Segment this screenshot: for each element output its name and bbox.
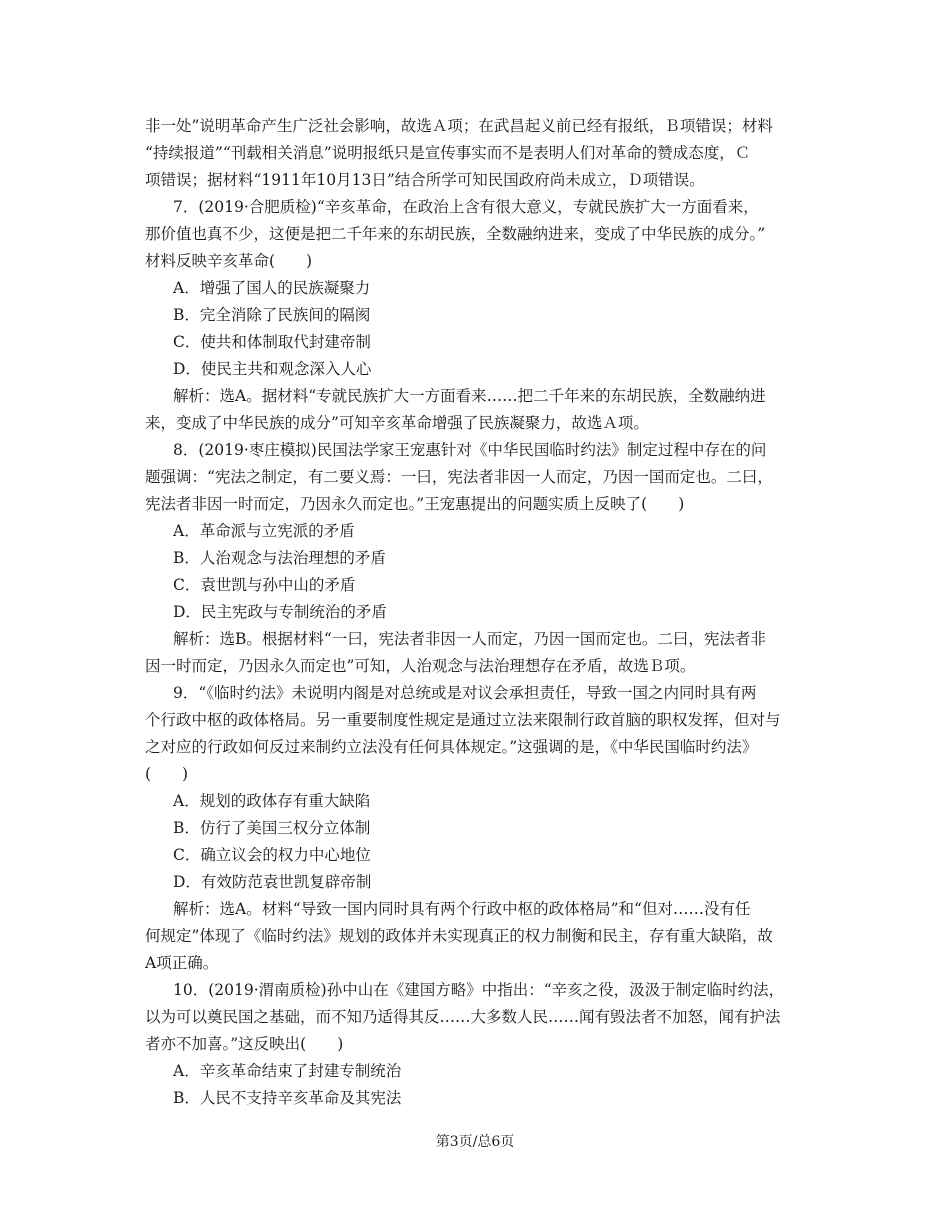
text-line: A．增强了国人的民族凝聚力 (173, 279, 371, 297)
text-line: 因一时而定，乃因永久而定也”可知，人治观念与法治理想存在矛盾，故选Ｂ项。 (145, 657, 696, 675)
text-line: D．使民主共和观念深入人心 (173, 360, 372, 378)
text-line: A．辛亥革命结束了封建专制统治 (173, 1062, 402, 1080)
text-line: 解析：选A。据材料“专就民族扩大一方面看来……把二千年来的东胡民族，全数融纳进 (173, 387, 766, 405)
text-line: B．人民不支持辛亥革命及其宪法 (173, 1089, 402, 1107)
text-line: 解析：选A。材料“导致一国内同时具有两个行政中枢的政体格局”和“但对……没有任 (173, 900, 751, 918)
text-line: 何规定”体现了《临时约法》规划的政体并未实现真正的权力制衡和民主，存有重大缺陷，故 (145, 927, 773, 945)
text-line: 9．“《临时约法》未说明内阁是对总统或是对议会承担责任，导致一国之内同时具有两 (173, 684, 757, 702)
text-line: C．袁世凯与孙中山的矛盾 (173, 576, 356, 594)
text-line: A．规划的政体存有重大缺陷 (173, 792, 371, 810)
text-line: 7．(2019·合肥质检)“辛亥革命，在政治上含有很大意义，专就民族扩大一方面看来， (173, 198, 759, 216)
text-line: 解析：选B。根据材料“一曰，宪法者非因一人而定，乃因一国而定也。二曰，宪法者非 (173, 630, 766, 648)
text-line: 者亦不加喜。”这反映出( ) (145, 1035, 344, 1053)
text-line: 材料反映辛亥革命( ) (145, 252, 313, 270)
text-line: B．完全消除了民族间的隔阂 (173, 306, 371, 324)
text-line: 那价值也真不少，这便是把二千年来的东胡民族，全数融纳进来，变成了中华民族的成分。” (145, 225, 766, 243)
text-line: 8．(2019·枣庄模拟)民国法学家王宠惠针对《中华民国临时约法》制定过程中存在的问 (173, 441, 767, 459)
page-footer: 第3页/总6页 (435, 1134, 515, 1150)
text-line: 来，变成了中华民族的成分”可知辛亥革命增强了民族凝聚力，故选Ａ项。 (145, 414, 649, 432)
text-line: C．确立议会的权力中心地位 (173, 846, 371, 864)
text-line: A．革命派与立宪派的矛盾 (173, 522, 355, 540)
page-body (145, 113, 813, 1112)
text-line: ( ) (145, 765, 189, 783)
text-line: B．人治观念与法治理想的矛盾 (173, 549, 386, 567)
text-line: 宪法者非因一时而定，乃因永久而定也。”王宠惠提出的问题实质上反映了( ) (145, 495, 685, 513)
text-line: 以为可以奠民国之基础，而不知乃适得其反……大多数人民……闻有毁法者不加怒，闻有护法 (145, 1008, 781, 1026)
text-line: “持续报道”“刊载相关消息”说明报纸只是宣传事实而不是表明人们对革命的赞成态度，Ｃ (145, 144, 751, 162)
text-line: 题强调：“宪法之制定，有二要义焉：一曰，宪法者非因一人而定，乃因一国而定也。二曰， (145, 468, 773, 486)
text-line: 项错误；据材料“1911年10月13日”结合所学可知民国政府尚未成立，Ｄ项错误。 (145, 171, 705, 189)
text-line: 之对应的行政如何反过来制约立法没有任何具体规定。”这强调的是，《中华民国临时约法》 (145, 738, 758, 756)
text-line: A项正确。 (145, 954, 219, 972)
text-line: 个行政中枢的政体格局。另一重要制度性规定是通过立法来限制行政首脑的职权发挥，但对与 (145, 711, 781, 729)
text-line: 10．(2019·渭南质检)孙中山在《建国方略》中指出：“辛亥之役，汲汲于制定临时约法， (173, 981, 785, 999)
text-line: 非一处”说明革命产生广泛社会影响，故选Ａ项；在武昌起义前已经有报纸，Ｂ项错误；材料 (145, 117, 773, 135)
text-line: C．使共和体制取代封建帝制 (173, 333, 371, 351)
text-line: D．有效防范袁世凯复辟帝制 (173, 873, 372, 891)
text-line: B．仿行了美国三权分立体制 (173, 819, 371, 837)
text-line: D．民主宪政与专制统治的矛盾 (173, 603, 387, 621)
